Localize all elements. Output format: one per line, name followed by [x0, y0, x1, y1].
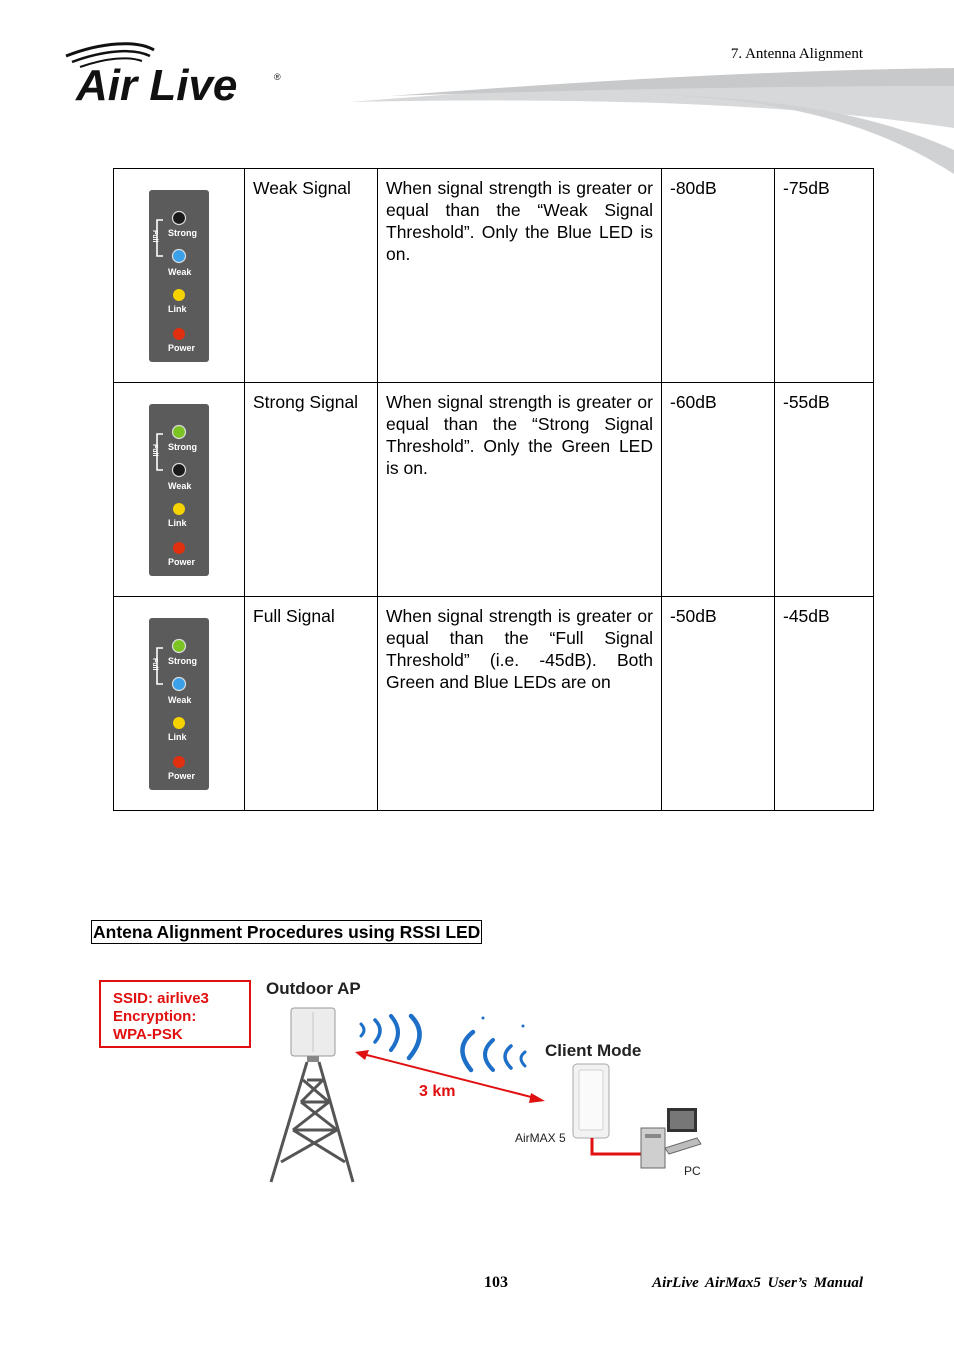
- svg-text:®: ®: [274, 72, 281, 82]
- led-power-label: Power: [168, 343, 196, 353]
- led-weak-label: Weak: [168, 267, 192, 277]
- pc-icon: [641, 1108, 701, 1168]
- rssi-led-table: [113, 168, 874, 811]
- led-panel-cell: [114, 169, 245, 383]
- airmax5-label: AirMAX 5: [515, 1131, 566, 1145]
- pc-label: PC: [684, 1164, 701, 1178]
- link-led: [173, 717, 185, 729]
- power-led: [173, 756, 185, 768]
- signal-name: Weak Signal: [245, 169, 378, 383]
- led-strong-label: Strong: [168, 228, 197, 238]
- led-full-label: Full: [151, 658, 158, 671]
- led-weak-label: Weak: [168, 695, 192, 705]
- weak-led: [173, 250, 186, 263]
- led-table-row: [114, 597, 874, 811]
- strong-led: [173, 640, 186, 653]
- page-number: 103: [484, 1274, 508, 1291]
- signal-name: Strong Signal: [245, 383, 378, 597]
- strong-led: [173, 212, 186, 225]
- threshold-value-1: -50dB: [662, 597, 775, 811]
- led-power-label: Power: [168, 771, 196, 781]
- threshold-value-2: -55dB: [775, 383, 874, 597]
- led-link-label: Link: [168, 518, 187, 528]
- header-swoosh-decoration: [350, 66, 954, 176]
- airmax5-device: [573, 1064, 609, 1138]
- signal-description: When signal strength is greater or equal than the “Weak Signal Threshold”. Only the Blue LED is on.: [378, 169, 662, 383]
- power-led: [173, 542, 185, 554]
- client-mode-label: Client Mode: [545, 1041, 642, 1060]
- ssid-line: SSID: airlive3: [113, 990, 209, 1007]
- threshold-value-1: -60dB: [662, 383, 775, 597]
- weak-led: [173, 464, 186, 477]
- link-led: [173, 503, 185, 515]
- led-table-row: [114, 383, 874, 597]
- threshold-value-2: -45dB: [775, 597, 874, 811]
- signal-description: When signal strength is greater or equal than the “Full Signal Threshold” (i.e. -45dB). Both Green and Blue LEDs are on: [378, 597, 662, 811]
- airlive-logo: [62, 40, 292, 110]
- weak-led: [173, 678, 186, 691]
- threshold-value-2: -75dB: [775, 169, 874, 383]
- led-strong-label: Strong: [168, 656, 197, 666]
- manual-title: AirLive AirMax5 User’s Manual: [652, 1275, 863, 1291]
- threshold-value-1: -80dB: [662, 169, 775, 383]
- led-link-label: Link: [168, 732, 187, 742]
- power-led: [173, 328, 185, 340]
- network-diagram: [95, 972, 735, 1192]
- strong-led: [173, 426, 186, 439]
- encryption-line: Encryption:: [113, 1008, 197, 1025]
- led-full-label: Full: [151, 444, 158, 457]
- led-panel-illustration: [149, 404, 209, 576]
- led-table-row: [114, 169, 874, 383]
- signal-name: Full Signal: [245, 597, 378, 811]
- led-panel-illustration: [149, 190, 209, 362]
- encryption-type-line: WPA-PSK: [113, 1026, 183, 1043]
- led-strong-label: Strong: [168, 442, 197, 452]
- outdoor-ap-device: [291, 1008, 335, 1062]
- section-heading: Antena Alignment Procedures using RSSI LED: [93, 922, 481, 942]
- link-led: [173, 289, 185, 301]
- led-power-label: Power: [168, 557, 196, 567]
- led-weak-label: Weak: [168, 481, 192, 491]
- signal-description: When signal strength is greater or equal than the “Strong Signal Threshold”. Only the Green LED is on.: [378, 383, 662, 597]
- led-link-label: Link: [168, 304, 187, 314]
- chapter-title: 7. Antenna Alignment: [730, 46, 863, 62]
- signal-waves: [361, 1016, 525, 1070]
- led-panel-cell: [114, 597, 245, 811]
- antenna-tower: [271, 1062, 353, 1182]
- distance-label: 3 km: [419, 1083, 456, 1100]
- outdoor-ap-label: Outdoor AP: [266, 979, 361, 998]
- led-full-label: Full: [151, 230, 158, 243]
- brand-text: Air Live: [76, 61, 238, 110]
- ethernet-cable: [592, 1138, 643, 1154]
- led-panel-cell: [114, 383, 245, 597]
- led-panel-illustration: [149, 618, 209, 790]
